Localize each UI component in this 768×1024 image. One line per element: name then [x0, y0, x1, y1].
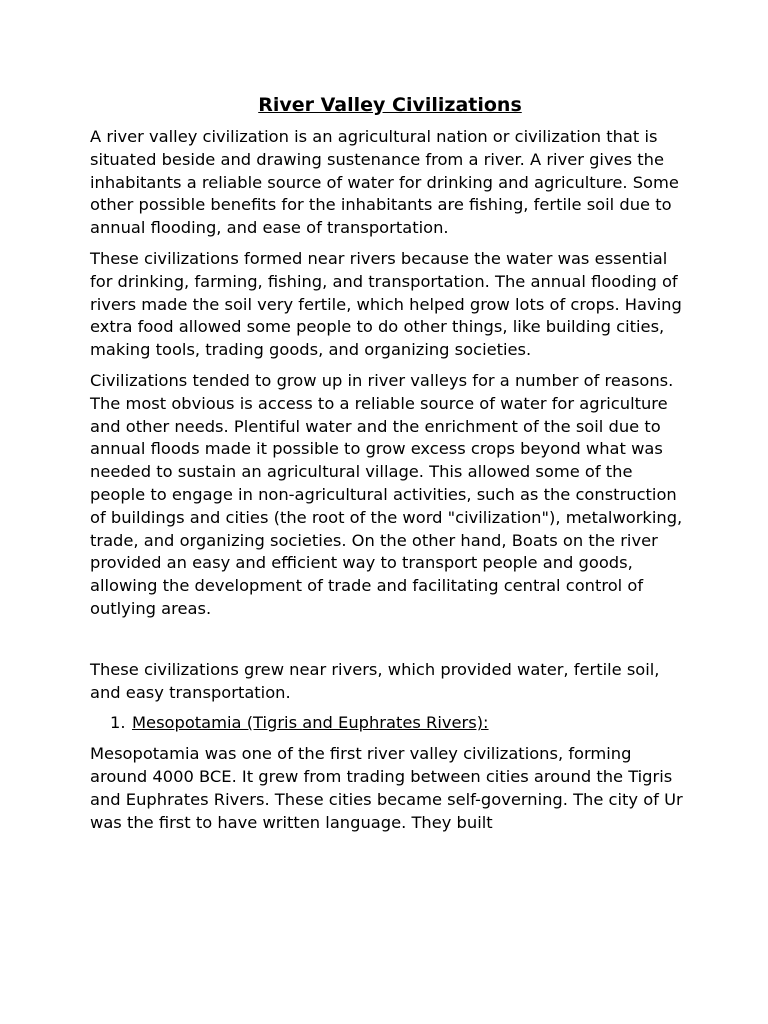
document-title: River Valley Civilizations [258, 94, 522, 116]
document-page [90, 92, 690, 842]
paragraph-mesopotamia: Mesopotamia was one of the first river valley civilizations, forming around 4000 BCE. It grew from trading between cities around the Tigris and Euphrates Rivers. These cities became self-governing. The city of Ur was the first to have written language. They built [90, 744, 683, 832]
paragraph-reasons: Civilizations tended to grow up in river valleys for a number of reasons. The most obvious is access to a reliable source of water for agriculture and other needs. Plentiful water and the enrichment of the soil due to annual floods made it possible to grow excess crops beyond what was needed to sustain an agricultural village. This allowed some of the people to engage in non-agricultural activities, such as the construction of buildings and cities (the root of the word "civilization"), metalworking, trade, and organizing societies. On the other hand, Boats on the river provided an easy and efficient way to transport people and goods, allowing the development of trade and facilitating central control of outlying areas. [90, 370, 683, 618]
paragraph-definition: A river valley civilization is an agricultural nation or civilization that is situated beside and drawing sustenance from a river. A river gives the inhabitants a reliable source of water for drinking and agriculture. Some other possible benefits for the inhabitants are fishing, fertile soil due to annual flooding, and ease of transportation. [90, 127, 679, 238]
list-heading: Mesopotamia (Tigris and Euphrates Rivers): [132, 713, 489, 733]
list-number: 1. [110, 713, 126, 733]
blank-line [90, 629, 690, 659]
paragraph-formation: These civilizations formed near rivers because the water was essential for drinking, farming, fishing, and transportation. The annual flooding of rivers made the soil very fertile, which helped grow lots of crops. Having extra food allowed some people to do other things, like building cities, making tools, trading goods, and organizing societies. [90, 248, 682, 360]
paragraph-summary: These civilizations grew near rivers, which provided water, fertile soil, and easy transportation. [90, 659, 660, 702]
list-item-mesopotamia [110, 712, 690, 735]
